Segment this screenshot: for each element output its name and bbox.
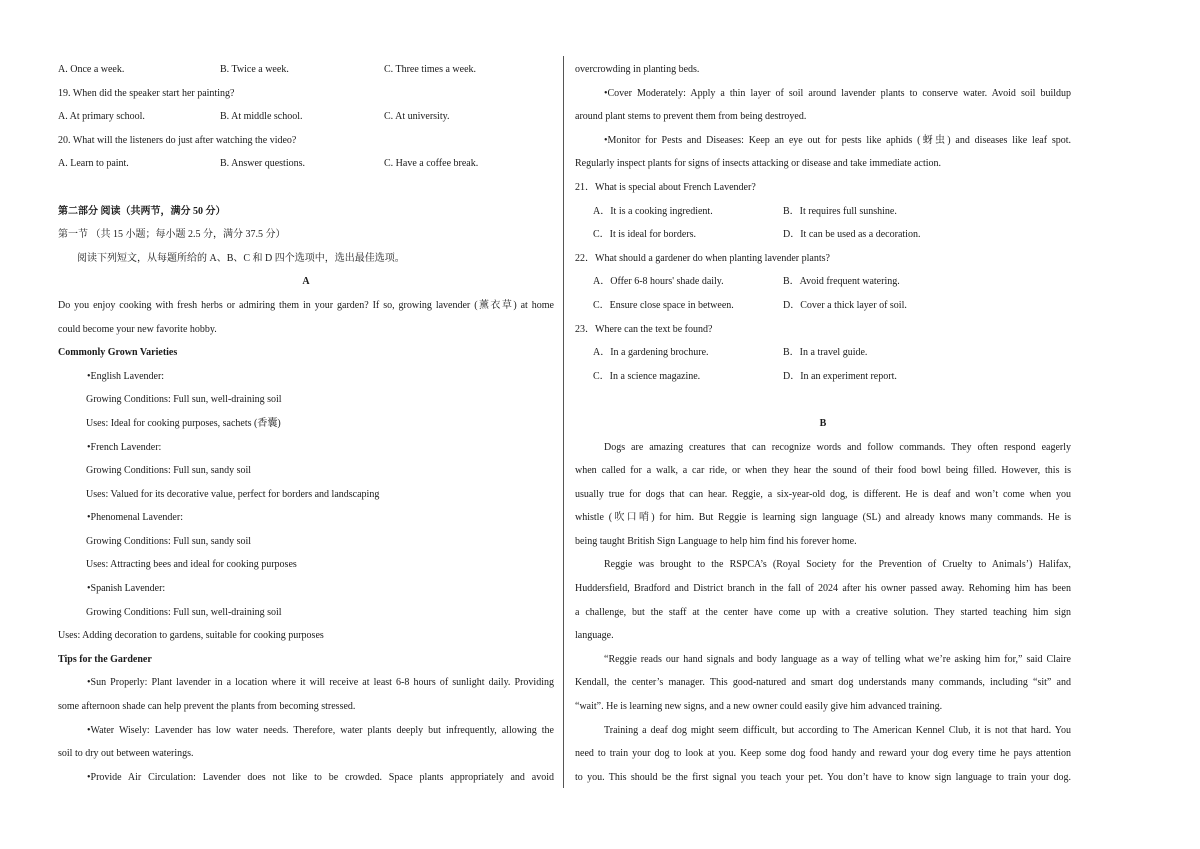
q21-question: 21．What is special about French Lavender? <box>575 181 756 193</box>
b-paragraph-1-line-4: whistle (吹口哨) for him. But Reggie is learning sign language (SL) and already knows many commands. He is <box>575 512 1071 524</box>
variety-spanish-conditions: Growing Conditions: Full sun, well-draining soil <box>86 606 282 618</box>
q23-option-d: D．In an experiment report. <box>783 370 897 382</box>
q21-option-c: C．It is ideal for borders. <box>593 229 697 241</box>
b-paragraph-4-line-1: Training a deaf dog might seem difficult, but according to The American Kennel Club, it is not that hard. You <box>604 724 1071 736</box>
q21-options-row-1 <box>575 200 1071 224</box>
b-paragraph-1-line-5: being taught British Sign Language to help him find his forever home. <box>575 535 857 547</box>
q22-options-row-1 <box>575 270 1071 294</box>
tip-water-line-2: soil to dry out between waterings. <box>58 748 194 760</box>
q21-option-b: B．It requires full sunshine. <box>783 205 897 217</box>
b-paragraph-4-line-3: to you. This should be the first signal you teach your pet. You don’t have to know sign language to train your dog. <box>575 771 1071 783</box>
variety-phenomenal-uses: Uses: Attracting bees and ideal for cooking purposes <box>86 559 297 571</box>
q23-option-b: B．In a travel guide. <box>783 347 868 359</box>
variety-french-name: •French Lavender: <box>87 441 162 453</box>
q20-question: 20. What will the listeners do just after watching the video? <box>58 134 297 146</box>
q23-options-row-1 <box>575 341 1071 365</box>
q23-option-c: C．In a science magazine. <box>593 370 701 382</box>
q22-options-row-2 <box>575 294 1071 318</box>
q23-option-a: A．In a gardening brochure. <box>593 347 709 359</box>
variety-phenomenal-conditions: Growing Conditions: Full sun, sandy soil <box>86 535 252 547</box>
b-paragraph-2-line-4: language. <box>575 630 614 642</box>
q23-question: 23．Where can the text be found? <box>575 323 713 335</box>
q20-option-a: A. Learn to paint. <box>58 158 129 170</box>
tip-air-line-1: •Provide Air Circulation: Lavender does not like to be crowded. Space plants appropriately and avoid <box>87 771 554 783</box>
q19-question: 19. When did the speaker start her painting? <box>58 87 235 99</box>
intro-line-2: could become your new favorite hobby. <box>58 323 217 335</box>
q22-option-c: C．Ensure close space in between. <box>593 299 734 311</box>
q19-option-b: B. At middle school. <box>220 111 303 123</box>
q20-options <box>58 152 554 176</box>
q21-option-d: D．It can be used as a decoration. <box>783 229 921 241</box>
tip-cover-line-2: around plant stems to prevent them from being destroyed. <box>575 111 807 123</box>
tip-air-line-2: overcrowding in planting beds. <box>575 64 700 75</box>
variety-spanish-uses: Uses: Adding decoration to gardens, suitable for cooking purposes <box>58 630 324 642</box>
tip-pests-line-1: •Monitor for Pests and Diseases: Keep an eye out for pests like aphids (蚜虫) and diseases like leaf spot. <box>604 134 1071 146</box>
b-paragraph-2-line-3: a challenge, but the staff at the center have come up with a creative solution. They started teaching him sign <box>575 606 1071 618</box>
tip-pests-line-2: Regularly inspect plants for signs of insects attacking or disease and take immediate action. <box>575 158 942 170</box>
spacer <box>58 176 554 200</box>
q19-option-c: C. At university. <box>384 111 450 123</box>
right-column <box>575 58 1071 789</box>
passage-a-label: A <box>302 276 310 288</box>
tip-sun-line-1: •Sun Properly: Plant lavender in a location where it will receive at least 6-8 hours of sunlight daily. Providing <box>87 677 554 689</box>
b-paragraph-1-line-3: usually true for dogs that can hear. Reggie, a six-year-old dog, is different. He is deaf and won’t come when you <box>575 488 1071 500</box>
variety-english-conditions: Growing Conditions: Full sun, well-draining soil <box>86 394 282 406</box>
tip-sun-line-2: some afternoon shade can help prevent the plants from becoming stressed. <box>58 701 356 713</box>
q18-option-c: C. Three times a week. <box>384 64 477 75</box>
q19-options <box>58 105 554 129</box>
b-paragraph-3-line-1: “Reggie reads our hand signals and body language as a way of telling what we’re asking him for,” said Claire <box>604 653 1071 665</box>
q22-option-a: A．Offer 6-8 hours' shade daily. <box>593 276 724 288</box>
q23-options-row-2 <box>575 365 1071 389</box>
variety-phenomenal-name: •Phenomenal Lavender: <box>87 512 183 524</box>
reading-instruction: 阅读下列短文，从每题所给的 A、B、C 和 D 四个选项中，选出最佳选项。 <box>77 252 405 264</box>
q22-option-b: B．Avoid frequent watering. <box>783 276 900 288</box>
b-paragraph-1-line-2: when called for a walk, a car ride, or when they hear the sound of their food bowl being filled. However, this is <box>575 465 1071 477</box>
q21-option-a: A．It is a cooking ingredient. <box>593 205 713 217</box>
variety-french-conditions: Growing Conditions: Full sun, sandy soil <box>86 465 252 477</box>
q20-option-c: C. Have a coffee break. <box>384 158 479 170</box>
b-paragraph-3-line-2: Kendall, the center’s manager. This good-natured and smart dog understands many commands, including “sit” and <box>575 677 1071 689</box>
variety-spanish-name: •Spanish Lavender: <box>87 583 166 595</box>
q22-option-d: D．Cover a thick layer of soil. <box>783 299 907 311</box>
intro-line-1: Do you enjoy cooking with fresh herbs or admiring them in your garden? If so, growing lavender (薰衣草) at home <box>58 299 554 311</box>
tip-water-line-1: •Water Wisely: Lavender has low water needs. Therefore, water plants deeply but infrequently, allowing the <box>87 724 554 736</box>
q18-options <box>58 58 554 82</box>
variety-english-uses: Uses: Ideal for cooking purposes, sachets (香囊) <box>86 417 281 429</box>
part2-title: 第二部分 阅读（共两节，满分 50 分） <box>58 205 226 217</box>
b-paragraph-4-line-2: need to train your dog to look at you. Keep some dog food handy and reward your dog every time he pays attention <box>575 748 1071 760</box>
q18-option-a: A. Once a week. <box>58 64 125 75</box>
passage-b-label: B <box>819 417 827 429</box>
q22-question: 22．What should a gardener do when planting lavender plants? <box>575 252 830 264</box>
tip-cover-line-1: •Cover Moderately: Apply a thin layer of soil around lavender plants to conserve water. Avoid soil buildup <box>604 87 1071 99</box>
q19-option-a: A. At primary school. <box>58 111 145 123</box>
b-paragraph-1-line-1: Dogs are amazing creatures that can recognize words and follow commands. They often respond eagerly <box>604 441 1071 453</box>
b-paragraph-2-line-1: Reggie was brought to the RSPCA’s (Royal Society for the Prevention of Cruelty to Animals’) Halifax, <box>604 559 1071 571</box>
b-paragraph-3-line-3: “wait”. He is learning new signs, and a new owner could easily give him advanced training. <box>575 701 943 713</box>
b-paragraph-2-line-2: Huddersfield, Bradford and District branch in the fall of 2024 after his owner passed away. Rehoming him has been <box>575 583 1071 595</box>
varieties-heading: Commonly Grown Varieties <box>58 347 178 359</box>
variety-french-uses: Uses: Valued for its decorative value, perfect for borders and landscaping <box>86 488 380 500</box>
q21-options-row-2 <box>575 223 1071 247</box>
q18-option-b: B. Twice a week. <box>220 64 289 75</box>
column-divider <box>563 56 564 788</box>
spacer <box>575 388 1071 412</box>
left-column <box>58 58 554 789</box>
variety-english-name: •English Lavender: <box>87 370 165 382</box>
q20-option-b: B. Answer questions. <box>220 158 305 170</box>
section1-title: 第一节 （共 15 小题；每小题 2.5 分，满分 37.5 分） <box>58 229 286 241</box>
tips-heading: Tips for the Gardener <box>58 653 152 665</box>
